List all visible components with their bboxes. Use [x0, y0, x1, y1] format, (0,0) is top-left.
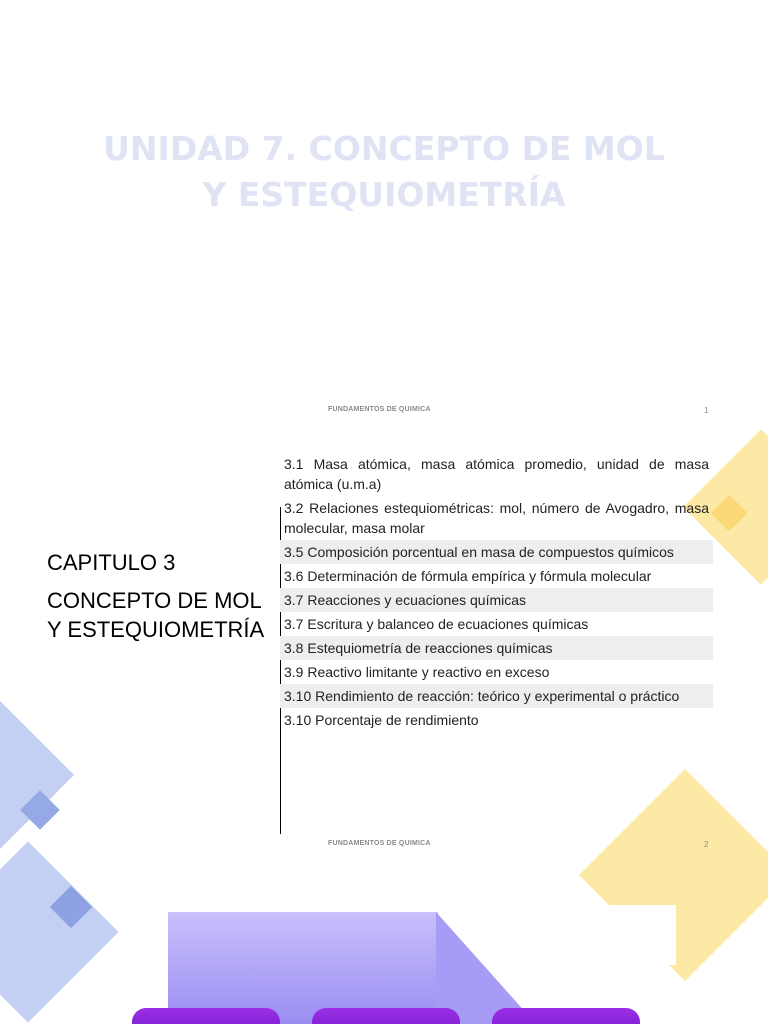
page-number: 1	[704, 406, 709, 415]
page-number: 2	[704, 840, 709, 849]
toc-item: 3.7 Escritura y balanceo de ecuaciones químicas	[284, 616, 589, 632]
chapter-title-line-2: Y ESTEQUIOMETRÍA	[47, 617, 265, 642]
purple-button-1[interactable]	[132, 1008, 280, 1024]
slide-footer: FUNDAMENTOS DE QUIMICA	[328, 406, 431, 413]
toc-item: 3.6 Determinación de fórmula empírica y fórmula molecular	[284, 568, 652, 584]
white-patch	[600, 905, 676, 965]
blue-diamond-decoration	[0, 686, 74, 864]
toc-item: 3.8 Estequiometría de reacciones químicas	[280, 636, 713, 660]
slide-1	[0, 0, 768, 430]
chapter-title-line-1: CONCEPTO DE MOL	[47, 588, 262, 613]
toc-item: 3.10 Porcentaje de rendimiento	[284, 712, 479, 728]
title-line-2: Y ESTEQUIOMETRÍA	[202, 175, 566, 214]
purple-button-2[interactable]	[312, 1008, 460, 1024]
toc-item: 3.7 Reacciones y ecuaciones químicas	[280, 588, 713, 612]
toc-item: 3.2 Relaciones estequiométricas: mol, número de Avogadro, masa molecular, masa molar	[284, 500, 709, 536]
toc-item: 3.9 Reactivo limitante y reactivo en exceso	[284, 664, 550, 680]
chapter-label: CAPITULO 3	[47, 550, 176, 575]
toc-item: 3.1 Masa atómica, masa atómica promedio, unidad de masa atómica (u.m.a)	[284, 456, 709, 492]
slide-2	[0, 430, 768, 1024]
toc-item: 3.5 Composición porcentual en masa de compuestos químicos	[280, 540, 713, 564]
table-of-contents	[280, 452, 713, 732]
slide-footer: FUNDAMENTOS DE QUIMICA	[328, 840, 431, 847]
toc-item: 3.10 Rendimiento de reacción: teórico y experimental o práctico	[280, 684, 713, 708]
title-line-1: UNIDAD 7. CONCEPTO DE MOL	[103, 129, 665, 168]
blue-diamond-bottom-decoration	[0, 841, 119, 1022]
slide-title	[0, 126, 768, 218]
purple-button-3[interactable]	[492, 1008, 640, 1024]
